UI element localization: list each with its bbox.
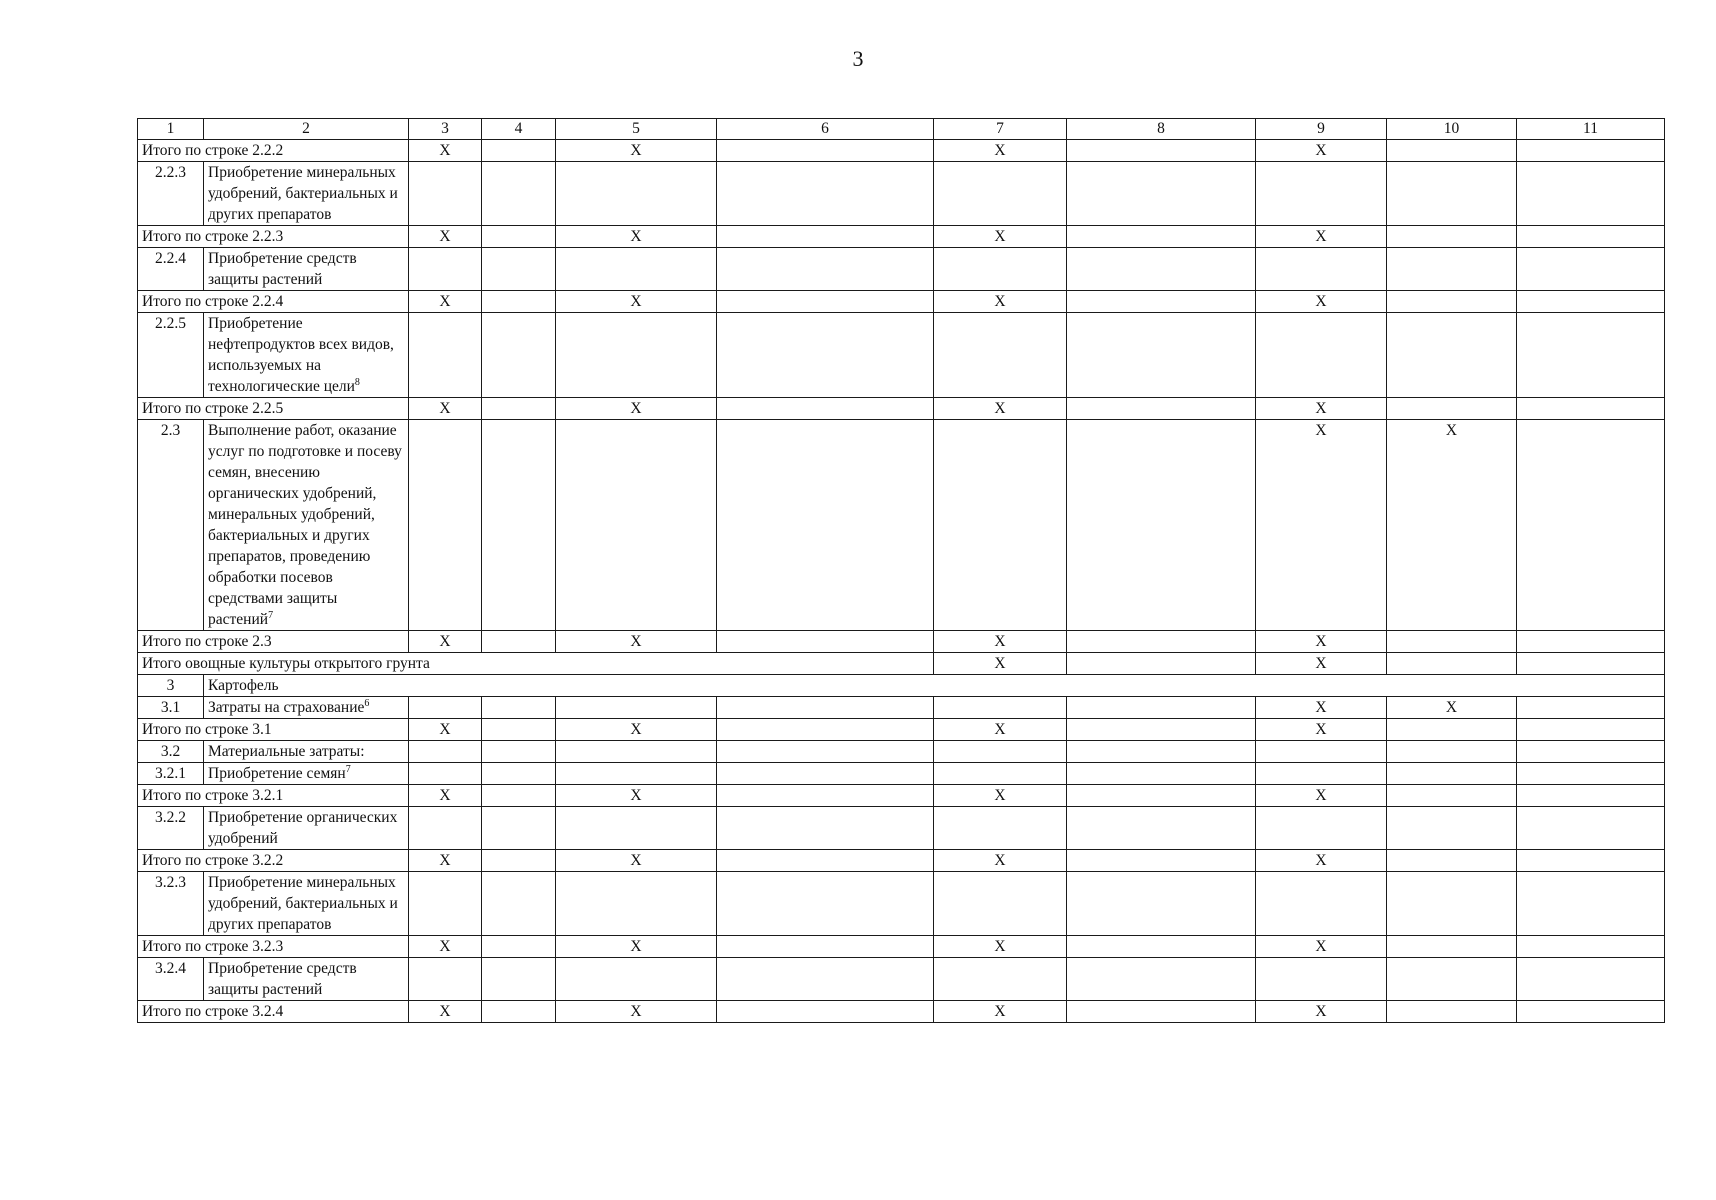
subtotal-label: Итого по строке 2.2.4 xyxy=(138,291,409,313)
cell-col-7 xyxy=(934,958,1067,1001)
cell-col-5 xyxy=(556,807,717,850)
cell-col-8 xyxy=(1067,653,1256,675)
cell-col-11 xyxy=(1517,140,1665,162)
cell-col-11 xyxy=(1517,763,1665,785)
cell-col-9: X xyxy=(1256,653,1387,675)
cell-col-7 xyxy=(934,807,1067,850)
cell-col-10 xyxy=(1387,1001,1517,1023)
cell-col-7 xyxy=(934,313,1067,398)
cell-col-4 xyxy=(482,807,556,850)
item-name xyxy=(204,248,409,291)
header-row xyxy=(138,119,1665,140)
cell-col-9: X xyxy=(1256,631,1387,653)
cell-col-6 xyxy=(717,936,934,958)
cell-col-5: X xyxy=(556,1001,717,1023)
footnote-ref: 8 xyxy=(354,376,360,388)
cell-col-9: X xyxy=(1256,785,1387,807)
cell-col-7: X xyxy=(934,1001,1067,1023)
cell-col-5 xyxy=(556,958,717,1001)
cell-col-4 xyxy=(482,226,556,248)
cell-col-4 xyxy=(482,398,556,420)
cell-col-9 xyxy=(1256,248,1387,291)
item-row xyxy=(138,958,1665,1001)
table-body xyxy=(138,119,1665,1023)
cell-col-5: X xyxy=(556,140,717,162)
cell-col-6 xyxy=(717,741,934,763)
item-name-text: Затраты на страхование xyxy=(208,699,365,716)
cell-col-10 xyxy=(1387,785,1517,807)
cell-col-6 xyxy=(717,398,934,420)
cell-col-5: X xyxy=(556,850,717,872)
cell-col-10 xyxy=(1387,140,1517,162)
header-cell-8: 8 xyxy=(1067,119,1256,140)
cell-col-6 xyxy=(717,631,934,653)
item-name-text: Выполнение работ, оказание услуг по подготовке и посеву семян, внесению органических удобрений, минеральных удобрений, бактериальных и других препаратов, проведению обработки посевов средствами защиты растений xyxy=(208,422,402,628)
cell-col-5 xyxy=(556,313,717,398)
cell-col-10 xyxy=(1387,631,1517,653)
item-name-text: Материальные затраты: xyxy=(208,743,365,760)
item-name-text: Приобретение органических удобрений xyxy=(208,809,398,847)
cell-col-9: X xyxy=(1256,697,1387,719)
cell-col-6 xyxy=(717,226,934,248)
item-row xyxy=(138,872,1665,936)
subtotal-row xyxy=(138,140,1665,162)
cell-col-7: X xyxy=(934,936,1067,958)
cell-col-6 xyxy=(717,291,934,313)
header-cell-1: 1 xyxy=(138,119,204,140)
cell-col-11 xyxy=(1517,872,1665,936)
cell-col-5: X xyxy=(556,398,717,420)
cell-col-9: X xyxy=(1256,1001,1387,1023)
cell-col-7 xyxy=(934,420,1067,631)
cell-col-3 xyxy=(409,763,482,785)
cell-col-4 xyxy=(482,785,556,807)
cell-col-5 xyxy=(556,162,717,226)
item-name xyxy=(204,741,409,763)
cell-col-5: X xyxy=(556,291,717,313)
cell-col-11 xyxy=(1517,653,1665,675)
cell-col-9: X xyxy=(1256,291,1387,313)
item-name-text: Приобретение средств защиты растений xyxy=(208,960,357,998)
cell-col-7 xyxy=(934,162,1067,226)
cell-col-6 xyxy=(717,1001,934,1023)
cell-col-5 xyxy=(556,248,717,291)
item-row xyxy=(138,741,1665,763)
cell-col-10 xyxy=(1387,398,1517,420)
row-number: 3.2.4 xyxy=(138,958,204,1001)
cell-col-11 xyxy=(1517,697,1665,719)
cell-col-3 xyxy=(409,420,482,631)
cell-col-5 xyxy=(556,872,717,936)
cell-col-10 xyxy=(1387,719,1517,741)
subtotal-label: Итого по строке 3.2.2 xyxy=(138,850,409,872)
cell-col-3 xyxy=(409,313,482,398)
cell-col-7: X xyxy=(934,653,1067,675)
cell-col-8 xyxy=(1067,785,1256,807)
cell-col-4 xyxy=(482,958,556,1001)
cell-col-9: X xyxy=(1256,936,1387,958)
cell-col-6 xyxy=(717,719,934,741)
cell-col-8 xyxy=(1067,248,1256,291)
cell-col-3: X xyxy=(409,140,482,162)
cell-col-9: X xyxy=(1256,226,1387,248)
cell-col-4 xyxy=(482,291,556,313)
item-name-text: Приобретение минеральных удобрений, бактериальных и других препаратов xyxy=(208,874,398,933)
cell-col-6 xyxy=(717,162,934,226)
cell-col-9: X xyxy=(1256,140,1387,162)
cell-col-3 xyxy=(409,807,482,850)
cell-col-11 xyxy=(1517,291,1665,313)
cell-col-8 xyxy=(1067,807,1256,850)
cell-col-8 xyxy=(1067,719,1256,741)
cell-col-9: X xyxy=(1256,719,1387,741)
item-name xyxy=(204,807,409,850)
cell-col-6 xyxy=(717,420,934,631)
item-name-text: Приобретение нефтепродуктов всех видов, используемых на технологические цели xyxy=(208,315,394,395)
cell-col-9 xyxy=(1256,313,1387,398)
cell-col-11 xyxy=(1517,958,1665,1001)
cell-col-7: X xyxy=(934,226,1067,248)
cell-col-9 xyxy=(1256,162,1387,226)
cost-table xyxy=(137,118,1665,1023)
cell-col-4 xyxy=(482,162,556,226)
cell-col-5 xyxy=(556,741,717,763)
cell-col-6 xyxy=(717,763,934,785)
cell-col-11 xyxy=(1517,226,1665,248)
subtotal-row xyxy=(138,719,1665,741)
section-name: Картофель xyxy=(204,675,1665,697)
cell-col-9 xyxy=(1256,958,1387,1001)
item-row xyxy=(138,763,1665,785)
cell-col-9: X xyxy=(1256,398,1387,420)
total-row xyxy=(138,653,1665,675)
cell-col-10 xyxy=(1387,807,1517,850)
cell-col-10: X xyxy=(1387,697,1517,719)
cell-col-5: X xyxy=(556,936,717,958)
cell-col-8 xyxy=(1067,1001,1256,1023)
subtotal-label: Итого по строке 2.3 xyxy=(138,631,409,653)
section-row xyxy=(138,675,1665,697)
subtotal-label: Итого по строке 2.2.3 xyxy=(138,226,409,248)
cell-col-11 xyxy=(1517,162,1665,226)
subtotal-row xyxy=(138,785,1665,807)
cell-col-7: X xyxy=(934,785,1067,807)
cell-col-6 xyxy=(717,850,934,872)
cell-col-9: X xyxy=(1256,420,1387,631)
cell-col-11 xyxy=(1517,420,1665,631)
cell-col-6 xyxy=(717,697,934,719)
cell-col-11 xyxy=(1517,398,1665,420)
cell-col-3: X xyxy=(409,936,482,958)
cell-col-10 xyxy=(1387,741,1517,763)
subtotal-label: Итого по строке 3.2.4 xyxy=(138,1001,409,1023)
cell-col-5 xyxy=(556,420,717,631)
cell-col-5 xyxy=(556,763,717,785)
item-row xyxy=(138,420,1665,631)
cell-col-8 xyxy=(1067,162,1256,226)
cell-col-11 xyxy=(1517,807,1665,850)
cell-col-7: X xyxy=(934,631,1067,653)
item-name xyxy=(204,872,409,936)
header-cell-3: 3 xyxy=(409,119,482,140)
cell-col-4 xyxy=(482,140,556,162)
cell-col-11 xyxy=(1517,741,1665,763)
item-name xyxy=(204,958,409,1001)
cell-col-8 xyxy=(1067,741,1256,763)
cell-col-4 xyxy=(482,248,556,291)
cell-col-7 xyxy=(934,697,1067,719)
cell-col-3 xyxy=(409,741,482,763)
item-row xyxy=(138,697,1665,719)
header-cell-5: 5 xyxy=(556,119,717,140)
cell-col-6 xyxy=(717,785,934,807)
subtotal-row xyxy=(138,226,1665,248)
row-number: 2.3 xyxy=(138,420,204,631)
cell-col-8 xyxy=(1067,226,1256,248)
cell-col-10 xyxy=(1387,850,1517,872)
cell-col-3: X xyxy=(409,398,482,420)
cell-col-10 xyxy=(1387,653,1517,675)
row-number: 2.2.3 xyxy=(138,162,204,226)
header-cell-10: 10 xyxy=(1387,119,1517,140)
cell-col-4 xyxy=(482,313,556,398)
cell-col-8 xyxy=(1067,936,1256,958)
item-name xyxy=(204,420,409,631)
total-label: Итого овощные культуры открытого грунта xyxy=(138,653,934,675)
item-row xyxy=(138,248,1665,291)
cell-col-10 xyxy=(1387,162,1517,226)
row-number: 2.2.5 xyxy=(138,313,204,398)
cell-col-10 xyxy=(1387,763,1517,785)
cell-col-5 xyxy=(556,697,717,719)
cell-col-7 xyxy=(934,872,1067,936)
cell-col-8 xyxy=(1067,291,1256,313)
cell-col-11 xyxy=(1517,936,1665,958)
row-number: 3 xyxy=(138,675,204,697)
row-number: 3.2.3 xyxy=(138,872,204,936)
cell-col-7: X xyxy=(934,398,1067,420)
item-row xyxy=(138,807,1665,850)
cell-col-9 xyxy=(1256,872,1387,936)
cell-col-8 xyxy=(1067,958,1256,1001)
cell-col-8 xyxy=(1067,763,1256,785)
cell-col-11 xyxy=(1517,1001,1665,1023)
item-name xyxy=(204,697,409,719)
footnote-ref: 6 xyxy=(364,697,370,709)
cell-col-8 xyxy=(1067,313,1256,398)
subtotal-row xyxy=(138,936,1665,958)
cell-col-8 xyxy=(1067,140,1256,162)
subtotal-label: Итого по строке 3.2.3 xyxy=(138,936,409,958)
cell-col-7 xyxy=(934,741,1067,763)
cell-col-4 xyxy=(482,420,556,631)
cell-col-3 xyxy=(409,697,482,719)
cell-col-10 xyxy=(1387,313,1517,398)
cell-col-3: X xyxy=(409,785,482,807)
cell-col-3 xyxy=(409,162,482,226)
subtotal-row xyxy=(138,398,1665,420)
cell-col-11 xyxy=(1517,631,1665,653)
cell-col-7: X xyxy=(934,291,1067,313)
cell-col-6 xyxy=(717,140,934,162)
subtotal-row xyxy=(138,850,1665,872)
subtotal-row xyxy=(138,631,1665,653)
subtotal-label: Итого по строке 2.2.2 xyxy=(138,140,409,162)
cell-col-4 xyxy=(482,872,556,936)
cell-col-10 xyxy=(1387,226,1517,248)
cell-col-4 xyxy=(482,697,556,719)
subtotal-row xyxy=(138,291,1665,313)
row-number: 3.2 xyxy=(138,741,204,763)
cell-col-9 xyxy=(1256,741,1387,763)
row-number: 2.2.4 xyxy=(138,248,204,291)
footnote-ref: 7 xyxy=(268,609,274,621)
cell-col-8 xyxy=(1067,398,1256,420)
cell-col-8 xyxy=(1067,850,1256,872)
item-name xyxy=(204,313,409,398)
cell-col-11 xyxy=(1517,785,1665,807)
cell-col-6 xyxy=(717,313,934,398)
item-name xyxy=(204,763,409,785)
cell-col-8 xyxy=(1067,420,1256,631)
cell-col-3: X xyxy=(409,226,482,248)
subtotal-label: Итого по строке 2.2.5 xyxy=(138,398,409,420)
cell-col-7 xyxy=(934,763,1067,785)
cell-col-11 xyxy=(1517,719,1665,741)
item-name-text: Приобретение семян xyxy=(208,765,346,782)
item-row xyxy=(138,162,1665,226)
cell-col-6 xyxy=(717,872,934,936)
cell-col-6 xyxy=(717,958,934,1001)
cell-col-10 xyxy=(1387,958,1517,1001)
header-cell-9: 9 xyxy=(1256,119,1387,140)
cell-col-5: X xyxy=(556,631,717,653)
cell-col-4 xyxy=(482,763,556,785)
header-cell-7: 7 xyxy=(934,119,1067,140)
cell-col-5: X xyxy=(556,719,717,741)
cell-col-7: X xyxy=(934,719,1067,741)
subtotal-row xyxy=(138,1001,1665,1023)
cell-col-8 xyxy=(1067,697,1256,719)
item-row xyxy=(138,313,1665,398)
cell-col-9 xyxy=(1256,807,1387,850)
subtotal-label: Итого по строке 3.1 xyxy=(138,719,409,741)
cell-col-9 xyxy=(1256,763,1387,785)
page-number: 3 xyxy=(852,46,864,71)
cell-col-3: X xyxy=(409,719,482,741)
cell-col-8 xyxy=(1067,872,1256,936)
row-number: 3.2.1 xyxy=(138,763,204,785)
cell-col-8 xyxy=(1067,631,1256,653)
row-number: 3.1 xyxy=(138,697,204,719)
subtotal-label: Итого по строке 3.2.1 xyxy=(138,785,409,807)
cell-col-10 xyxy=(1387,936,1517,958)
header-cell-4: 4 xyxy=(482,119,556,140)
cell-col-6 xyxy=(717,807,934,850)
cell-col-10 xyxy=(1387,872,1517,936)
cell-col-7: X xyxy=(934,850,1067,872)
cell-col-11 xyxy=(1517,248,1665,291)
cell-col-4 xyxy=(482,936,556,958)
cell-col-5: X xyxy=(556,226,717,248)
cell-col-11 xyxy=(1517,850,1665,872)
cell-col-9: X xyxy=(1256,850,1387,872)
cell-col-3: X xyxy=(409,850,482,872)
cell-col-3: X xyxy=(409,1001,482,1023)
item-name xyxy=(204,162,409,226)
cell-col-11 xyxy=(1517,313,1665,398)
cell-col-6 xyxy=(717,248,934,291)
cell-col-4 xyxy=(482,850,556,872)
cell-col-10: X xyxy=(1387,420,1517,631)
cell-col-4 xyxy=(482,1001,556,1023)
cell-col-3: X xyxy=(409,631,482,653)
header-cell-11: 11 xyxy=(1517,119,1665,140)
cell-col-7 xyxy=(934,248,1067,291)
cell-col-10 xyxy=(1387,291,1517,313)
cell-col-3 xyxy=(409,248,482,291)
cell-col-10 xyxy=(1387,248,1517,291)
cell-col-3 xyxy=(409,872,482,936)
cell-col-4 xyxy=(482,741,556,763)
cell-col-4 xyxy=(482,631,556,653)
cell-col-4 xyxy=(482,719,556,741)
row-number: 3.2.2 xyxy=(138,807,204,850)
cell-col-7: X xyxy=(934,140,1067,162)
header-cell-6: 6 xyxy=(717,119,934,140)
cell-col-3: X xyxy=(409,291,482,313)
cell-col-3 xyxy=(409,958,482,1001)
item-name-text: Приобретение средств защиты растений xyxy=(208,250,357,288)
item-name-text: Приобретение минеральных удобрений, бактериальных и других препаратов xyxy=(208,164,398,223)
cell-col-5: X xyxy=(556,785,717,807)
header-cell-2: 2 xyxy=(204,119,409,140)
footnote-ref: 7 xyxy=(345,763,351,775)
